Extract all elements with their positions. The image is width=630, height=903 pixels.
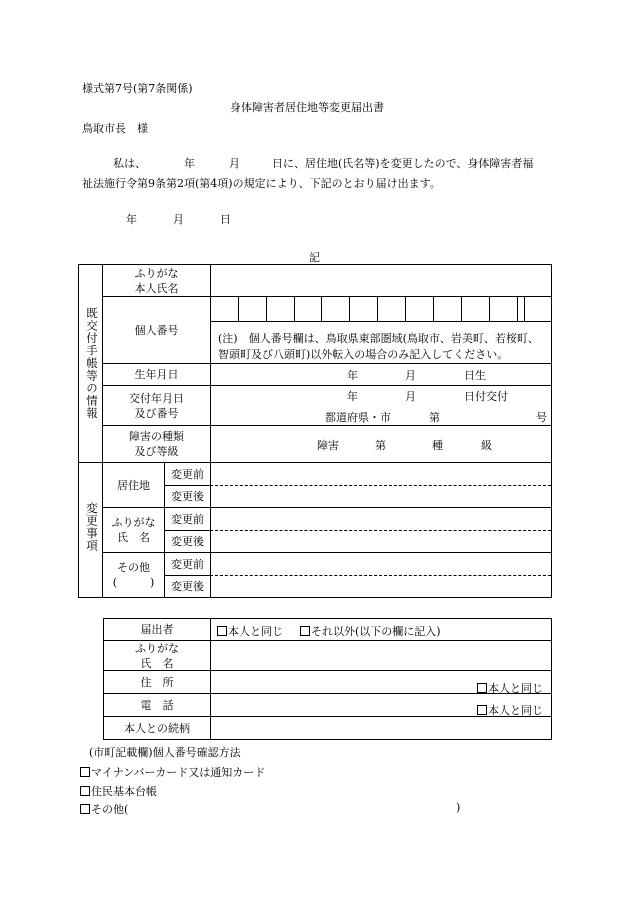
- date-month: 月: [173, 213, 184, 226]
- other-cell: [103, 553, 164, 597]
- notifier-label: 届出者: [140, 623, 174, 636]
- birth-label: 生年月日: [134, 368, 179, 381]
- disability-kyu: 級: [481, 439, 492, 452]
- phone-same-checkbox[interactable]: [477, 705, 487, 715]
- confirm-opt3: [80, 801, 128, 817]
- residence-after-label: 変更後: [171, 490, 204, 503]
- name-label: 本人氏名: [134, 281, 179, 295]
- other-label: その他: [117, 561, 150, 574]
- confirm-opt3-close: ): [456, 801, 461, 814]
- ki-label: 記: [309, 251, 320, 264]
- page-title: 身体障害者居住地等変更届出書: [230, 101, 384, 114]
- notifier-furigana-label: ふりがな: [135, 641, 179, 655]
- issue-year: 年: [347, 390, 358, 403]
- notifier-name-cell: [104, 641, 210, 670]
- notifier-other-checkbox[interactable]: [300, 626, 310, 636]
- address-same-label: 本人と同じ: [488, 682, 543, 695]
- issue-dai: 第: [429, 411, 440, 424]
- issue-month: 月: [405, 390, 416, 403]
- furigana-name-cell: [103, 265, 210, 296]
- issue-label-2: 及び番号: [134, 406, 179, 420]
- form-number: 様式第7号(第7条関係): [82, 82, 193, 95]
- notifier-address-label: 住 所: [140, 675, 174, 689]
- other-before-label: 変更前: [171, 557, 204, 571]
- mynumber-note-2: 智頭町及び八頭町)以外転入の場合のみ記入してください。: [218, 348, 509, 361]
- confirm-opt2-checkbox[interactable]: [80, 786, 90, 796]
- furigana-name-change-cell: [103, 508, 164, 552]
- body-year: 年: [184, 157, 195, 170]
- confirm-opt1: [80, 764, 265, 780]
- notifier-other-label: それ以外(以下の欄に記入): [311, 625, 441, 638]
- confirm-opt3-label: その他(: [91, 803, 129, 816]
- residence-label: 居住地: [117, 478, 150, 492]
- mynumber-label: 個人番号: [134, 323, 179, 337]
- disability-shogai: 障害: [317, 439, 339, 452]
- date-day: 日: [220, 213, 231, 226]
- disability-shu: 種: [432, 439, 443, 452]
- confirm-opt2-label: 住民基本台帳: [91, 785, 157, 798]
- furigana-name-label-2: 氏 名: [117, 531, 150, 544]
- issue-go: 号: [536, 411, 547, 424]
- notifier-same-checkbox[interactable]: [217, 626, 227, 636]
- issue-pref: 都道府県・市: [325, 411, 391, 424]
- mynumber-note-1: (注) 個人番号欄は、鳥取県東部圏域(鳥取市、岩美町、若桜町、: [218, 332, 539, 345]
- phone-same-label: 本人と同じ: [488, 704, 543, 717]
- notifier-name-label: 氏 名: [140, 656, 174, 670]
- disability-label-cell: [103, 426, 210, 462]
- addressee: 鳥取市長 様: [82, 122, 148, 135]
- notifier-phone-label: 電 話: [140, 698, 174, 712]
- residence-before-label: 変更前: [171, 467, 204, 481]
- other-after-label: 変更後: [171, 580, 204, 593]
- other-paren: ( ): [112, 576, 155, 589]
- issue-label-cell: [103, 386, 210, 425]
- address-same-option: [477, 680, 543, 696]
- body-line1-prefix: 私は、: [113, 157, 146, 170]
- body-line2: 祉法施行令第9条第2項(第4項)の規定により、下記のとおり届け出ます。: [82, 177, 441, 190]
- issue-label-1: 交付年月日: [129, 391, 184, 405]
- birth-year: 年: [347, 369, 358, 382]
- body-month: 月: [229, 157, 240, 170]
- notifier-same-label: 本人と同じ: [228, 625, 283, 638]
- section-change-label: 変更事項: [85, 502, 99, 552]
- name-after-label: 変更後: [171, 535, 204, 548]
- body-day-suffix: 日に、居住地(氏名等)を変更したので、身体障害者福: [272, 157, 534, 170]
- section-existing-label: 既交付手帳等の情報: [85, 307, 99, 420]
- confirm-opt3-checkbox[interactable]: [80, 804, 90, 814]
- address-same-checkbox[interactable]: [477, 683, 487, 693]
- furigana-label: ふりがな: [134, 266, 179, 280]
- disability-dai: 第: [375, 439, 386, 452]
- disability-label-2: 及び等級: [134, 445, 179, 458]
- furigana-name-label-1: ふりがな: [111, 516, 156, 529]
- birth-month: 月: [405, 369, 416, 382]
- confirm-title: (市町記載欄)個人番号確認方法: [89, 746, 241, 759]
- birth-day: 日生: [464, 369, 486, 382]
- confirm-opt2: [80, 783, 157, 799]
- phone-same-option: [477, 702, 543, 718]
- disability-label-1: 障害の種類: [129, 430, 184, 443]
- confirm-opt1-label: マイナンバーカード又は通知カード: [91, 766, 266, 779]
- confirm-opt1-checkbox[interactable]: [80, 767, 90, 777]
- name-before-label: 変更前: [171, 512, 204, 526]
- date-year: 年: [126, 213, 137, 226]
- issue-day: 日付交付: [464, 390, 508, 403]
- relation-label: 本人との続柄: [124, 721, 190, 735]
- notifier-options: [217, 623, 441, 639]
